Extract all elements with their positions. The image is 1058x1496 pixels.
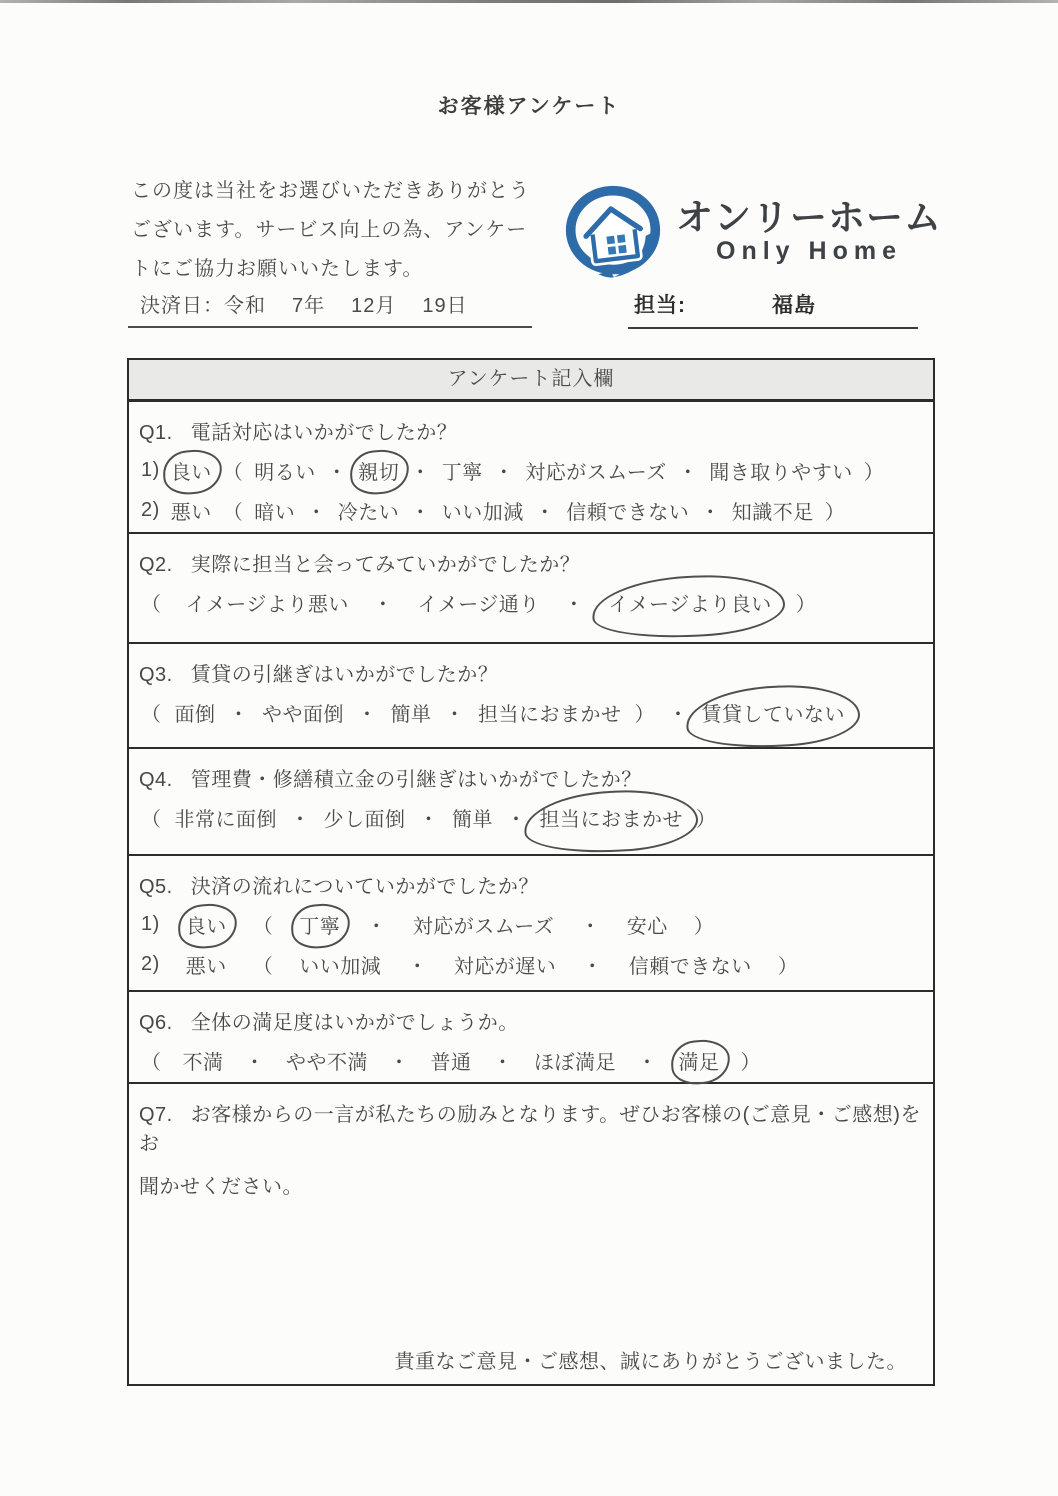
option-token: 知識不足 bbox=[731, 502, 814, 524]
option-token: 普通 bbox=[430, 1052, 472, 1074]
settlement-month: 12月 bbox=[351, 295, 397, 317]
option-token: 不満 bbox=[182, 1052, 224, 1074]
option-token: ） bbox=[795, 594, 817, 616]
option-row bbox=[141, 456, 923, 485]
question-prompt bbox=[139, 870, 923, 899]
question-text: お客様からの一言が私たちの励みとなります。ぜひお客様の(ご意見・ご感想)をお bbox=[139, 1104, 921, 1155]
option-token: 対応がスムーズ bbox=[525, 462, 667, 484]
settlement-date-field bbox=[128, 289, 532, 328]
option-token: いい加減 bbox=[299, 956, 382, 978]
option-row bbox=[141, 496, 923, 525]
intro-line: トにご協力お願いいたします。 bbox=[131, 258, 424, 280]
option-token: ） bbox=[696, 809, 717, 831]
option-row bbox=[141, 588, 923, 617]
option-token: ・ bbox=[534, 502, 556, 524]
option-token: ・ bbox=[306, 502, 327, 524]
option-token: ・ bbox=[418, 809, 439, 831]
staff-name: 福島 bbox=[772, 294, 816, 317]
option-token: （ bbox=[141, 594, 162, 616]
intro-line: ございます。サービス向上の為、アンケー bbox=[131, 219, 528, 241]
survey-section-q7 bbox=[129, 1082, 933, 1384]
settlement-day: 19日 bbox=[422, 295, 468, 317]
survey-section-q1 bbox=[129, 402, 933, 532]
scan-edge-artifact bbox=[0, 0, 1058, 3]
question-text: 実際に担当と会ってみていかがでしたか？ bbox=[190, 554, 581, 576]
option-token: イメージより悪い bbox=[185, 594, 349, 616]
option-token: ・ bbox=[389, 1052, 410, 1074]
option-token: ・ bbox=[410, 462, 431, 484]
question-prompt bbox=[139, 763, 923, 792]
option-token: ） bbox=[777, 956, 799, 978]
option-token: 冷たい bbox=[337, 502, 400, 524]
option-token: 信頼できない bbox=[566, 502, 690, 524]
question-text: 賃貸の引継ぎはいかがでしたか？ bbox=[190, 664, 499, 686]
circled-answer: 良い bbox=[171, 456, 212, 485]
option-row bbox=[141, 698, 923, 727]
question-text: 管理費・修繕積立金の引継ぎはいかがでしたか？ bbox=[190, 769, 642, 791]
option-row bbox=[141, 1046, 923, 1075]
option-token: 信頼できない bbox=[628, 956, 752, 978]
option-token: 聞き取りやすい bbox=[709, 462, 853, 484]
staff-field bbox=[628, 289, 918, 329]
option-token: ・ bbox=[366, 916, 387, 938]
intro-text bbox=[131, 172, 551, 289]
option-token: 対応がスムーズ bbox=[412, 916, 555, 938]
option-token: ・ bbox=[444, 704, 465, 726]
option-token: やや面倒 bbox=[262, 704, 344, 726]
question-prompt bbox=[139, 1006, 923, 1035]
option-token: （ bbox=[141, 809, 162, 831]
option-token: ・ bbox=[492, 1052, 513, 1074]
option-token: （ bbox=[252, 956, 274, 978]
option-token: やや不満 bbox=[286, 1052, 368, 1074]
option-token: ） bbox=[740, 1052, 761, 1074]
circled-answer: 担当におまかせ bbox=[540, 803, 684, 832]
question-number: Q2. bbox=[139, 554, 173, 576]
survey-section-q3 bbox=[129, 642, 933, 747]
circled-answer: 良い bbox=[186, 910, 227, 939]
option-token: ・ bbox=[228, 704, 249, 726]
option-token: 暗い bbox=[254, 502, 296, 524]
survey-section-q4 bbox=[129, 747, 933, 854]
option-token: 明るい bbox=[254, 462, 316, 484]
option-token: ・ bbox=[677, 462, 699, 484]
option-token: ・ bbox=[700, 502, 721, 524]
option-token: 2) bbox=[141, 953, 160, 975]
option-token: 簡単 bbox=[452, 809, 493, 831]
option-token: ・ bbox=[506, 809, 527, 831]
option-token: ） bbox=[824, 502, 846, 524]
thanks-footer: 貴重なご意見・ご感想、誠にありがとうございました。 bbox=[394, 1351, 907, 1373]
option-token: （ bbox=[252, 916, 274, 938]
option-token: 担当におまかせ bbox=[478, 704, 622, 726]
staff-label: 担当: bbox=[634, 294, 686, 317]
option-token: ・ bbox=[244, 1052, 265, 1074]
circled-answer: 満足 bbox=[679, 1046, 720, 1075]
onlyhome-logo bbox=[560, 182, 942, 282]
option-token: ） bbox=[693, 916, 715, 938]
page-title: お客様アンケート bbox=[437, 95, 621, 118]
intro-line: この度は当社をお選びいただきありがとう bbox=[131, 180, 530, 202]
circled-answer: 丁寧 bbox=[299, 910, 340, 939]
option-token: （ bbox=[222, 462, 244, 484]
question-text: 電話対応はいかがでしたか？ bbox=[190, 422, 458, 444]
option-token: ・ bbox=[582, 956, 603, 978]
survey-section-q5 bbox=[129, 854, 933, 990]
survey-box bbox=[127, 358, 935, 1386]
option-token: ・ bbox=[357, 704, 378, 726]
option-token: ・ bbox=[290, 809, 311, 831]
option-token: （ bbox=[141, 1052, 162, 1074]
house-in-ring-icon bbox=[560, 182, 666, 282]
question-number: Q3. bbox=[139, 664, 173, 686]
option-token: ・ bbox=[410, 502, 431, 524]
settlement-year: 7年 bbox=[292, 295, 326, 317]
option-token: ・ bbox=[493, 462, 515, 484]
option-token: いい加減 bbox=[441, 502, 524, 524]
circled-answer: イメージより良い bbox=[608, 588, 771, 617]
option-token: （ bbox=[222, 502, 244, 524]
option-token: ） bbox=[634, 704, 655, 726]
option-token: ・ bbox=[637, 1052, 658, 1074]
option-token: ・ bbox=[580, 916, 601, 938]
option-token: 1) bbox=[141, 913, 160, 935]
option-token: ・ bbox=[326, 462, 348, 484]
option-token: ・ bbox=[372, 594, 394, 616]
circled-answer: 賃貸していない bbox=[702, 698, 846, 727]
question-prompt bbox=[139, 658, 923, 687]
option-row bbox=[141, 950, 923, 979]
option-token: 2) bbox=[141, 499, 160, 521]
question-number: Q6. bbox=[139, 1012, 173, 1034]
settlement-date-label: 決済日：令和 bbox=[140, 295, 266, 317]
option-token: 安心 bbox=[626, 916, 668, 938]
option-token: ほぼ満足 bbox=[534, 1052, 616, 1074]
option-token: ・ bbox=[563, 594, 585, 616]
survey-sections bbox=[129, 402, 933, 1384]
option-token: 面倒 bbox=[174, 704, 216, 726]
option-token: 簡単 bbox=[390, 704, 432, 726]
option-row bbox=[141, 803, 923, 832]
option-token: （ bbox=[141, 704, 162, 726]
option-token: 1) bbox=[141, 459, 160, 481]
survey-box-header: アンケート記入欄 bbox=[129, 360, 933, 402]
logo-brand-en: Only Home bbox=[716, 237, 902, 266]
question-number: Q1. bbox=[139, 422, 173, 444]
option-token: 少し面倒 bbox=[323, 809, 406, 831]
survey-section-q6 bbox=[129, 990, 933, 1082]
question-number: Q5. bbox=[139, 876, 173, 898]
logo-text bbox=[676, 198, 942, 267]
logo-brand-jp: オンリーホーム bbox=[676, 196, 942, 238]
option-token: 悪い bbox=[170, 502, 212, 524]
option-token: ） bbox=[863, 462, 885, 484]
survey-section-q2 bbox=[129, 532, 933, 642]
question-text: 決済の流れについていかがでしたか？ bbox=[190, 876, 539, 898]
option-token: 非常に面倒 bbox=[174, 809, 277, 831]
question-prompt bbox=[139, 548, 923, 577]
question-number: Q7. bbox=[139, 1104, 173, 1126]
option-row bbox=[141, 910, 923, 939]
option-token: ・ bbox=[407, 956, 428, 978]
question-number: Q4. bbox=[139, 769, 173, 791]
question-text: 全体の満足度はいかがでしょうか。 bbox=[190, 1012, 519, 1034]
circled-answer: 親切 bbox=[358, 456, 399, 485]
option-token: 対応が遅い bbox=[453, 956, 557, 978]
option-token: イメージ通り bbox=[417, 594, 540, 616]
option-token: 丁寧 bbox=[441, 462, 483, 484]
question-prompt bbox=[139, 416, 923, 445]
option-token: 悪い bbox=[185, 956, 227, 978]
option-token: ・ bbox=[668, 704, 689, 726]
question-text-continued: 聞かせください。 bbox=[139, 1176, 303, 1198]
question-prompt bbox=[139, 1098, 923, 1156]
